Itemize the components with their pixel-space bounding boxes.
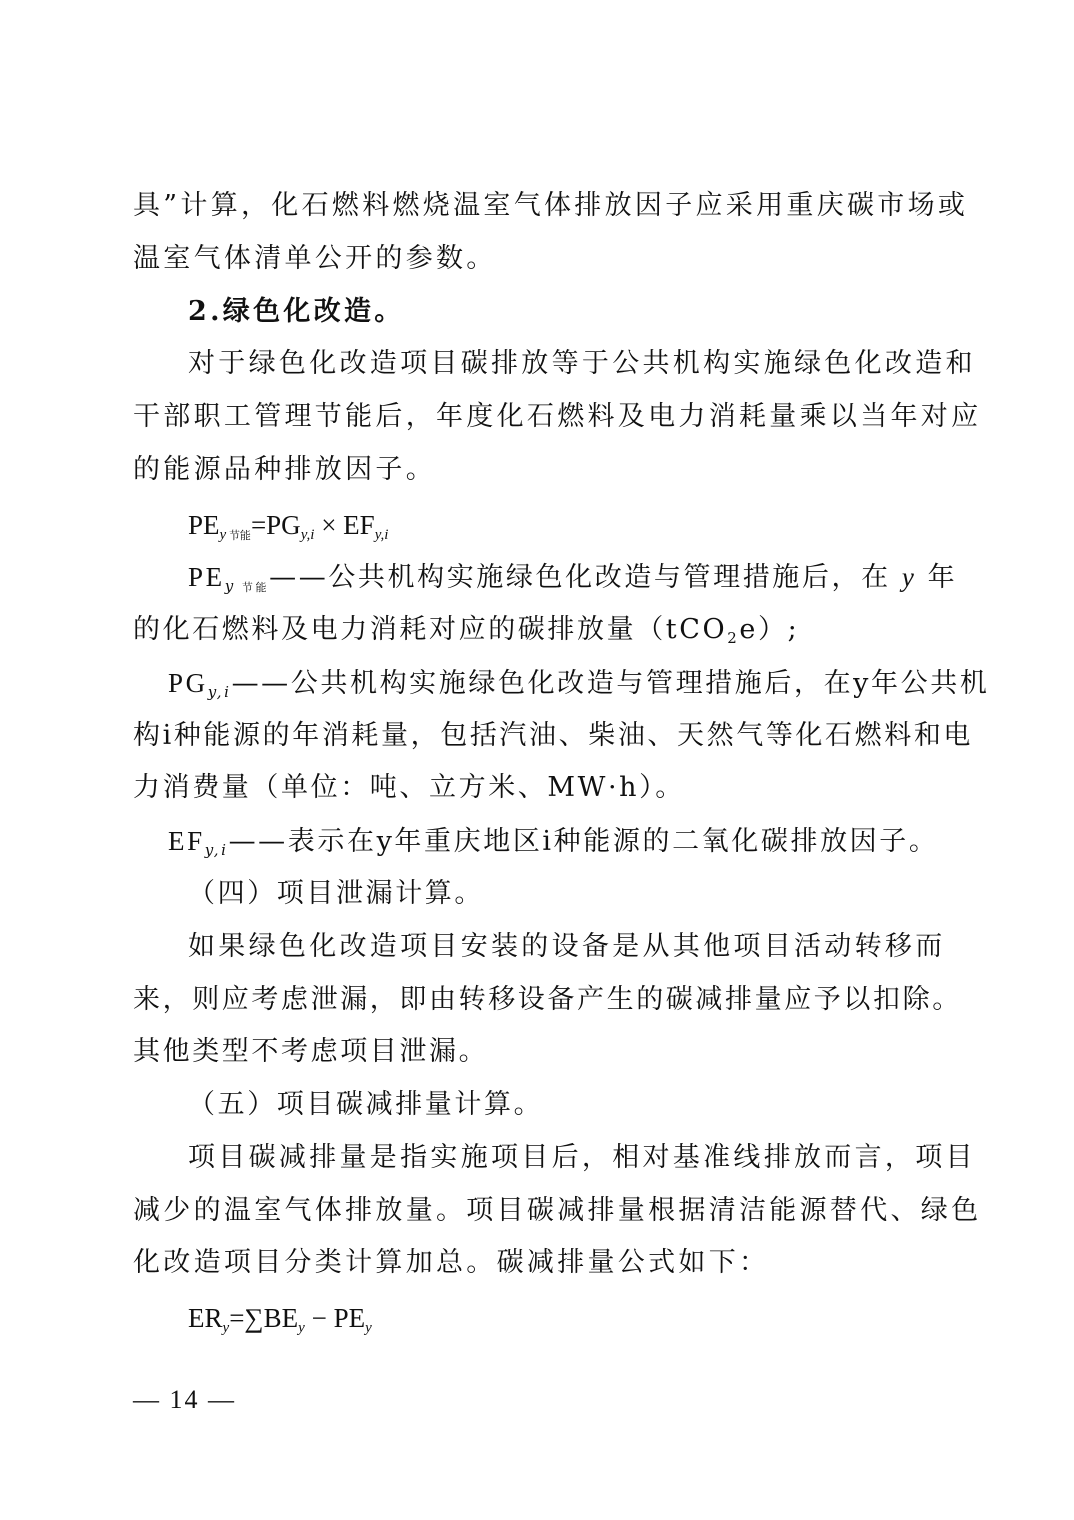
section-heading: （四）项目泄漏计算。 — [188, 878, 484, 909]
paragraph-line: 对于绿色化改造项目碳排放等于公共机构实施绿色化改造和 — [188, 348, 976, 379]
paragraph-line: 如果绿色化改造项目安装的设备是从其他项目活动转移而 — [188, 931, 946, 962]
formula-pe: $PE_{y 节能}=PG_{y,i} \times EF_{y,i}$ — [188, 510, 389, 543]
paragraph-line: 温室气体清单公开的参数。 — [133, 243, 497, 274]
section-heading: （五）项目碳减排量计算。 — [188, 1089, 544, 1120]
paragraph-line: 其他类型不考虑项目泄漏。 — [133, 1036, 489, 1067]
paragraph-line: 减少的温室气体排放量。项目碳减排量根据清洁能源替代、绿色 — [133, 1195, 982, 1226]
paragraph-line: 干部职工管理节能后，年度化石燃料及电力消耗量乘以当年对应 — [133, 401, 982, 432]
paragraph-line: 化改造项目分类计算加总。碳减排量公式如下： — [133, 1247, 770, 1278]
paragraph-line: 来，则应考虑泄漏，即由转移设备产生的碳减排量应予以扣除。 — [133, 984, 962, 1015]
definition-ef: $EF_{y,i}——$表示在y年重庆地区i种能源的二氧化碳排放因子。 — [168, 826, 939, 859]
paragraph-line: 力消费量（单位：吨、立方米、MW·h）。 — [133, 772, 685, 803]
formula-er: $ER_y=\sum BE_y - PE_y$ — [188, 1303, 372, 1336]
section-heading: 2.绿色化改造。 — [188, 296, 405, 327]
paragraph-line: 项目碳减排量是指实施项目后，相对基准线排放而言，项目 — [188, 1142, 976, 1173]
paragraph-line: 的能源品种排放因子。 — [133, 454, 436, 485]
page-number: — 14 — — [133, 1385, 236, 1414]
paragraph-line: 具”计算，化石燃料燃烧温室气体排放因子应采用重庆碳市场或 — [133, 190, 969, 221]
definition-pg: $PG_{y,i}——$公共机构实施绿色化改造与管理措施后，在y年公共机 — [168, 668, 990, 701]
definition-pe: $PE_{y 节能}——$公共机构实施绿色化改造与管理措施后，在 y 年 — [188, 562, 958, 595]
paragraph-line: 的化石燃料及电力消耗对应的碳排放量（tCO$_2$e）; — [133, 614, 800, 647]
paragraph-line: 构i种能源的年消耗量，包括汽油、柴油、天然气等化石燃料和电 — [133, 720, 974, 751]
